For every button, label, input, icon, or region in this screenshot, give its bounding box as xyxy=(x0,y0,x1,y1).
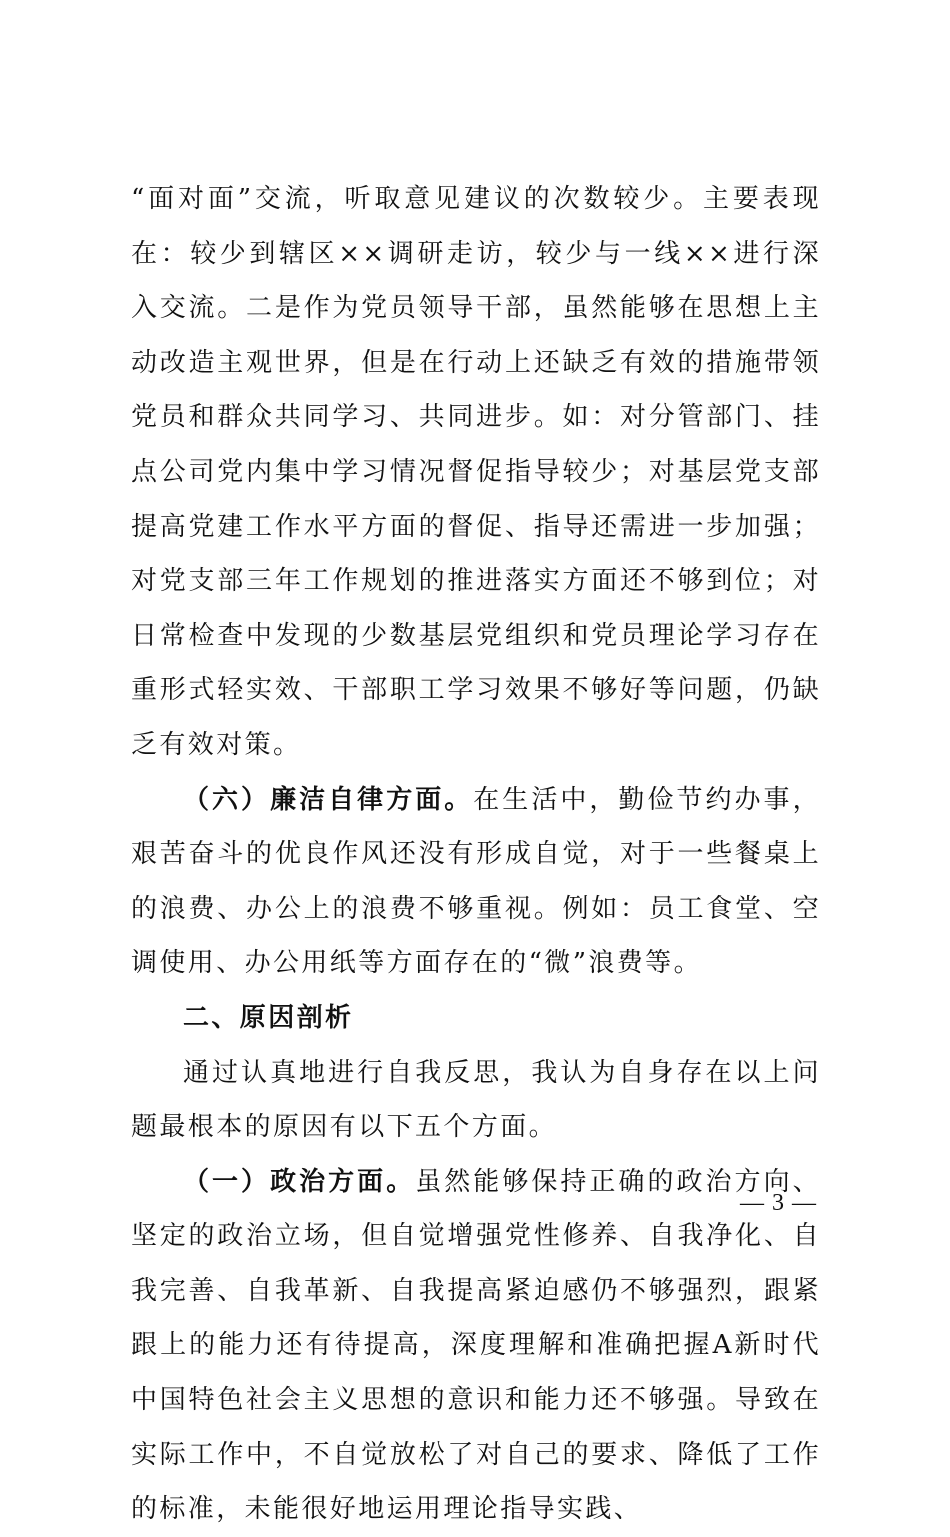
section-six-title: （六）廉洁自律方面。 xyxy=(183,784,474,815)
paragraph-intro: 通过认真地进行自我反思，我认为自身存在以上问题最根本的原因有以下五个方面。 xyxy=(131,1057,821,1143)
section-one-title: （一）政治方面。 xyxy=(183,1166,416,1197)
document-body xyxy=(131,172,821,1537)
paragraph-section-six xyxy=(131,773,821,991)
section-one-body: 虽然能够保持正确的政治方向、坚定的政治立场，但自觉增强党性修养、自我净化、自我完善、自我革新、自我提高紧迫感仍不够强烈，跟紧跟上的能力还有待提高，深度理解和准确把握A新时代中国特色社会主义思想的意识和能力还不够强。导致在实际工作中，不自觉放松了对自己的要求、降低了工作的标准，未能很好地运用理论指导实践、 xyxy=(131,1166,821,1525)
page-number: — 3 — xyxy=(740,1190,817,1216)
paragraph-section-one xyxy=(131,1155,821,1537)
paragraph-continuation: “面对面”交流，听取意见建议的次数较少。主要表现在：较少到辖区××调研走访，较少与一线××进行深入交流。二是作为党员领导干部，虽然能够在思想上主动改造主观世界，但是在行动上还缺乏有效的措施带领党员和群众共同学习、共同进步。如：对分管部门、挂点公司党内集中学习情况督促指导较少；对基层党支部提高党建工作水平方面的督促、指导还需进一步加强；对党支部三年工作规划的推进落实方面还不够到位；对日常检查中发现的少数基层党组织和党员理论学习存在重形式轻实效、干部职工学习效果不够好等问题，仍缺乏有效对策。 xyxy=(131,184,821,760)
section-six-body: 在生活中，勤俭节约办事，艰苦奋斗的优良作风还没有形成自觉，对于一些餐桌上的浪费、办公上的浪费不够重视。例如：员工食堂、空调使用、办公用纸等方面存在的“微”浪费等。 xyxy=(131,784,821,979)
heading-cause-analysis: 二、原因剖析 xyxy=(183,1002,354,1033)
